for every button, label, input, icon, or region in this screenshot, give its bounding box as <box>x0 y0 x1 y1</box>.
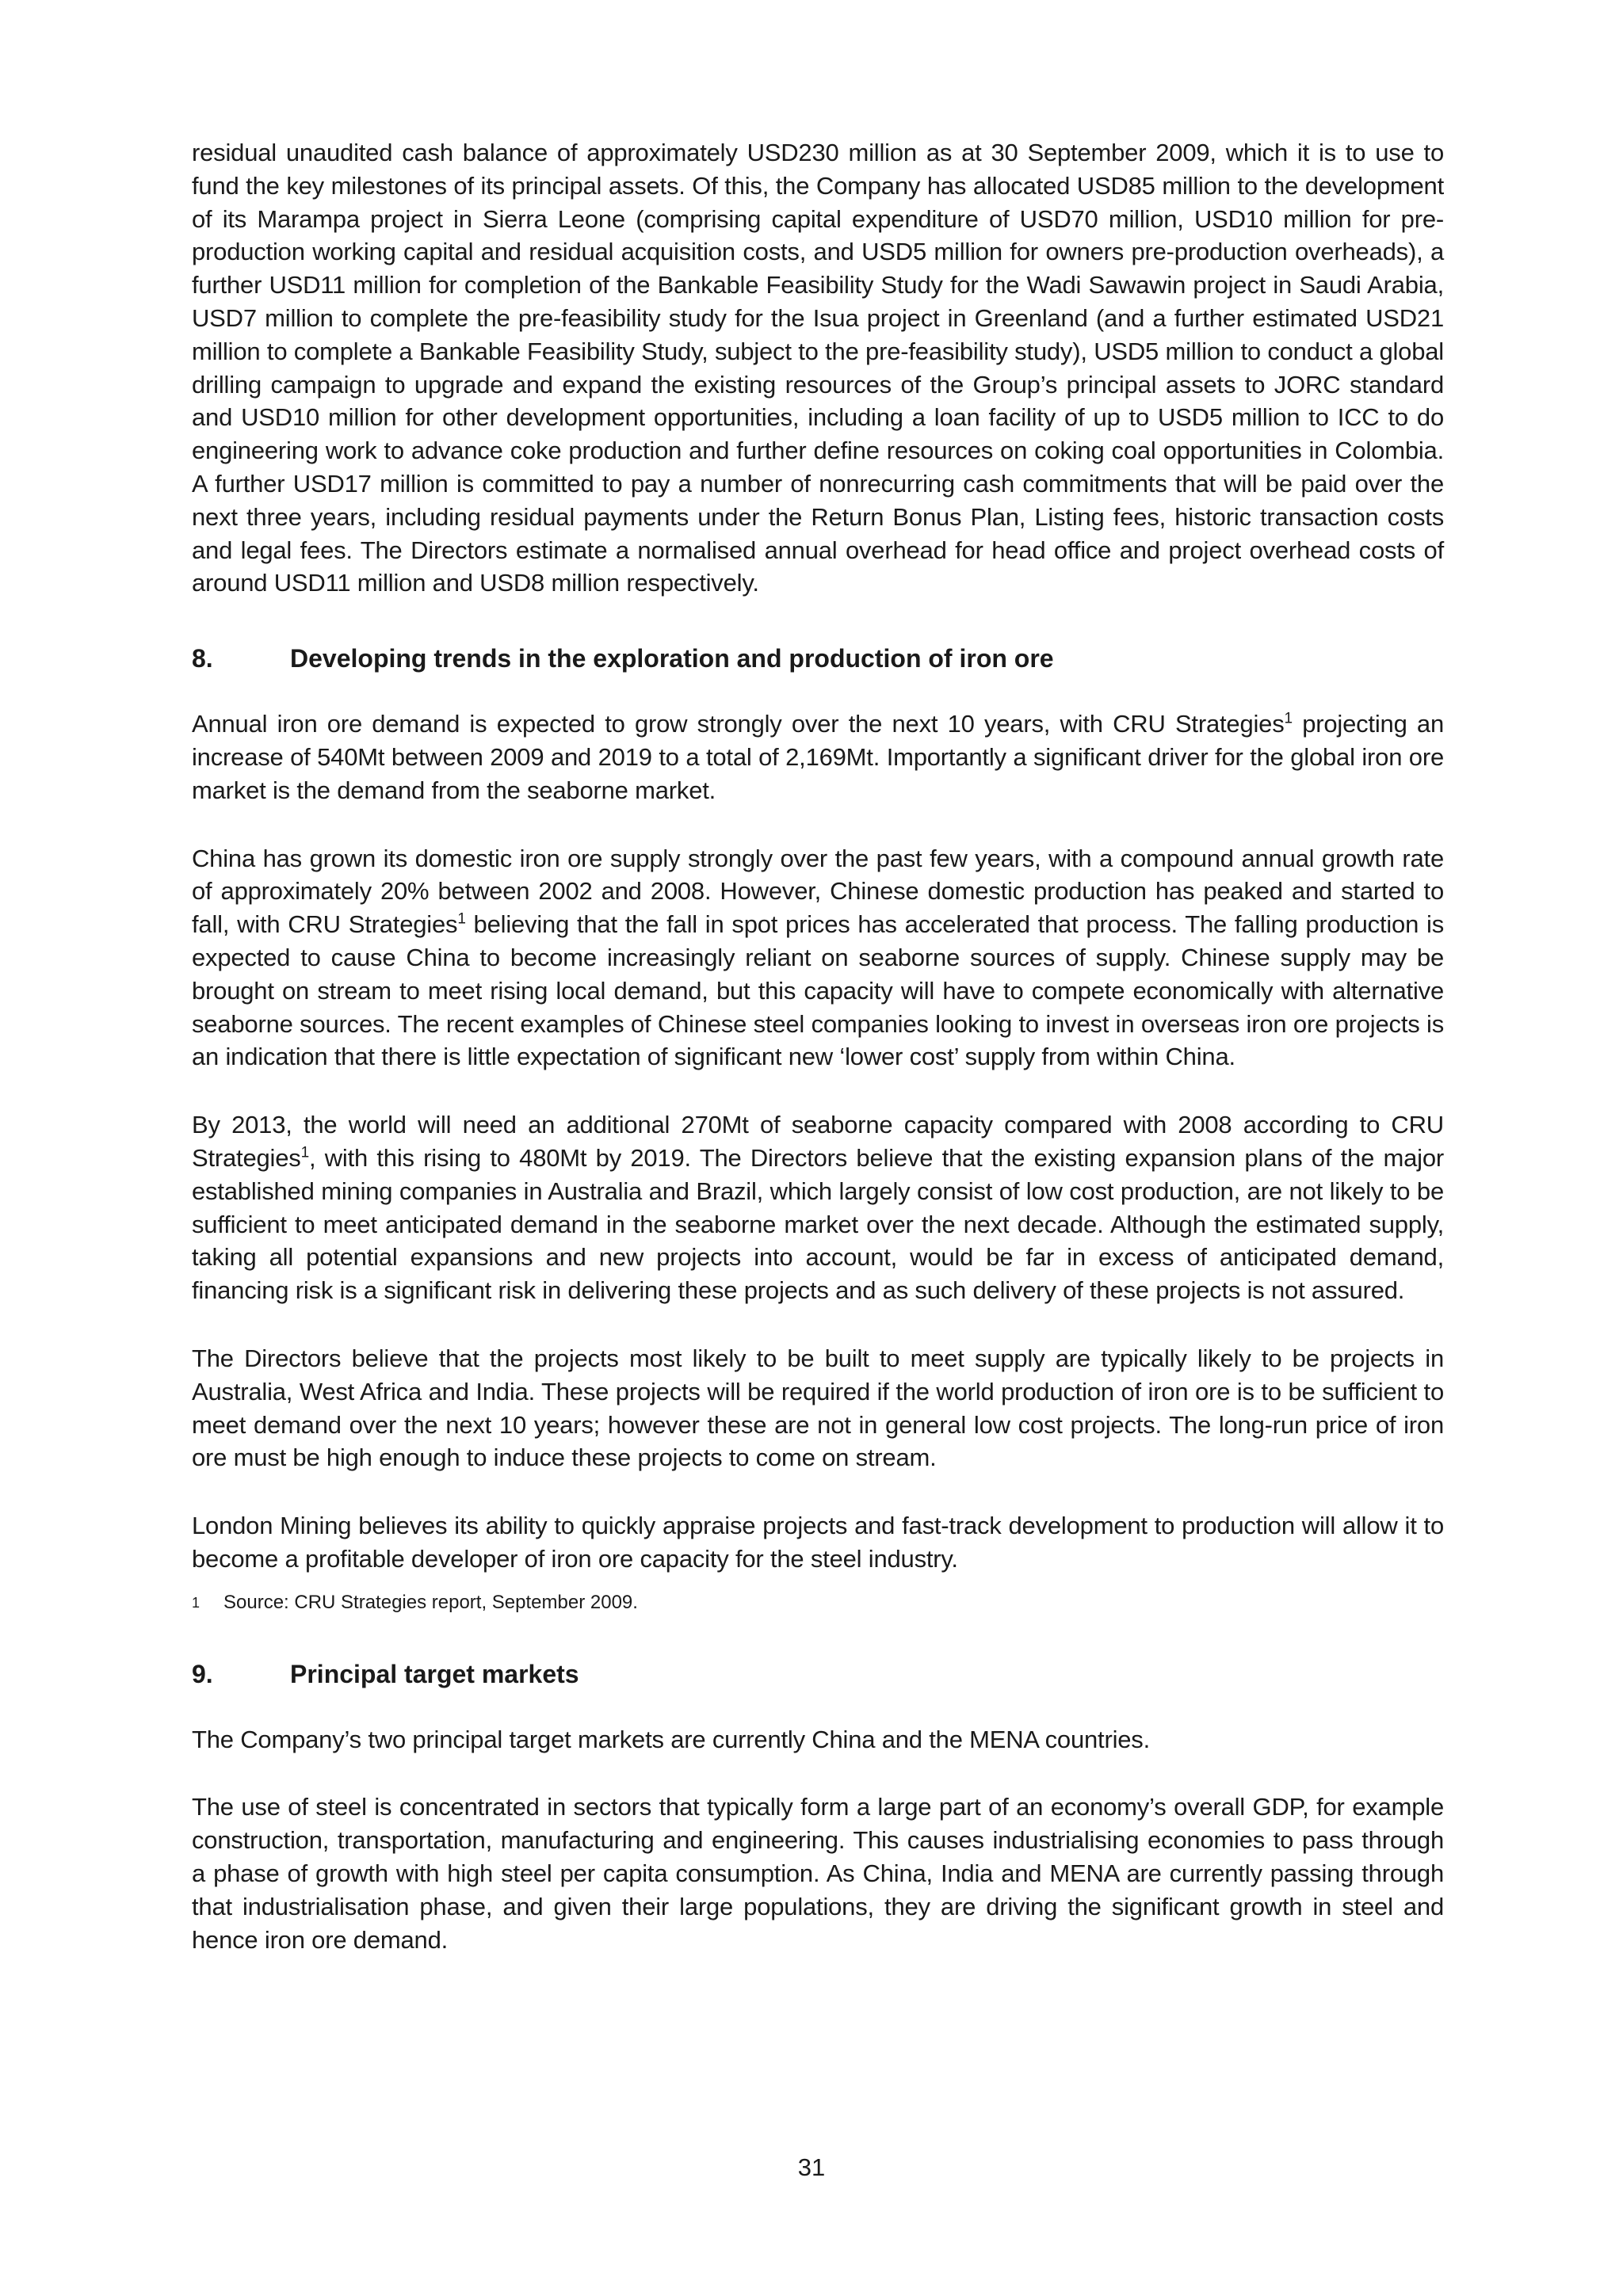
section-8-paragraph-2 <box>192 842 1444 1074</box>
section-8-heading <box>192 643 1444 674</box>
footnote-mark: 1 <box>192 1594 200 1611</box>
section-9-heading <box>192 1658 1444 1690</box>
paragraph-text: , with this rising to 480Mt by 2019. The Directors believe that the existing expansion plans of the major established mining companies in Australia and Brazil, which largely consist of low cost production, are not likely to be sufficient to meet anticipated demand in the seaborne market over the next decade. Although the estimated supply, taking all potential expansions and new projects into account, would be far in excess of anticipated demand, financing risk is a significant risk in delivering these projects and as such delivery of these projects is not assured. <box>192 1143 1444 1305</box>
section-8-paragraph-1 <box>192 707 1444 807</box>
footnote <box>192 1590 1444 1615</box>
paragraph-text: projecting an increase of 540Mt between 2009 and 2019 to a total of 2,169Mt. Importantly a significant driver for the global iron ore market is the demand from the seaborne market. <box>192 710 1444 804</box>
section-9-number: 9. <box>192 1659 213 1688</box>
page-number: 31 <box>797 2153 826 2181</box>
paragraph-text: China has grown its domestic iron ore supply strongly over the past few years, with a compound annual growth rate of approximately 20% between 2002 and 2008. However, Chinese domestic production has peaked and started to fall, with CRU Strategies <box>192 844 1444 939</box>
footnote-ref: 1 <box>300 1144 309 1161</box>
section-9-paragraph-1: The Company’s two principal target markets are currently China and the MENA countries. <box>192 1725 1151 1753</box>
section-8-paragraph-3 <box>192 1108 1444 1307</box>
section-8-paragraph-5: London Mining believes its ability to quickly appraise projects and fast-track development to production will allow it to become a profitable developer of iron ore capacity for the steel industry. <box>192 1512 1444 1573</box>
intro-paragraph: residual unaudited cash balance of approximately USD230 million as at 30 September 2009, which it is to use to fund the key milestones of its principal assets. Of this, the Company has allocated USD85 million to the development of its Marampa project in Sierra Leone (comprising capital expenditure of USD70 million, USD10 million for pre-production working capital and residual acquisition costs, and USD5 million for owners pre-production overheads), a further USD11 million for completion of the Bankable Feasibility Study for the Wadi Sawawin project in Saudi Arabia, USD7 million to complete the pre-feasibility study for the Isua project in Greenland (and a further estimated USD21 million to complete a Bankable Feasibility Study, subject to the pre-feasibility study), USD5 million to conduct a global drilling campaign to upgrade and expand the existing resources of the Group’s principal assets to JORC standard and USD10 million for other development opportunities, including a loan facility of up to USD5 million to ICC to do engineering work to advance coke production and further define resources on coking coal opportunities in Colombia. A further USD17 million is committed to pay a number of nonrecurring cash commitments that will be paid over the next three years, including residual payments under the Return Bonus Plan, Listing fees, historic transaction costs and legal fees. The Directors estimate a normalised annual overhead for head office and project overhead costs of around USD11 million and USD8 million respectively. <box>192 139 1444 597</box>
paragraph-text: By 2013, the world will need an additional 270Mt of seaborne capacity compared with 2008 according to CRU Strategies <box>192 1111 1444 1172</box>
section-9-title: Principal target markets <box>290 1659 579 1688</box>
section-8-title: Developing trends in the exploration and production of iron ore <box>290 644 1054 673</box>
section-9-paragraph-2: The use of steel is concentrated in sectors that typically form a large part of an economy’s overall GDP, for example construction, transportation, manufacturing and engineering. This causes industrialising economies to pass through a phase of growth with high steel per capita consumption. As China, India and MENA are currently passing through that industrialisation phase, and given their large populations, they are driving the significant growth in steel and hence iron ore demand. <box>192 1793 1444 1954</box>
paragraph-text: believing that the fall in spot prices has accelerated that process. The falling production is expected to cause China to become increasingly reliant on seaborne sources of supply. Chinese supply may be brought on stream to meet rising local demand, but this capacity will have to compete economically with alternative seaborne sources. The recent examples of Chinese steel companies looking to invest in overseas iron ore projects is an indication that there is little expectation of significant new ‘lower cost’ supply from within China. <box>192 910 1444 1071</box>
footnote-text: Source: CRU Strategies report, September 2009. <box>223 1591 638 1613</box>
footnote-ref: 1 <box>457 910 466 928</box>
section-8-paragraph-4: The Directors believe that the projects most likely to be built to meet supply are typically likely to be projects in Australia, West Africa and India. These projects will be required if the world production of iron ore is to be sufficient to meet demand over the next 10 years; however these are not in general low cost projects. The long-run price of iron ore must be high enough to induce these projects to come on stream. <box>192 1344 1444 1472</box>
document-page <box>192 136 1444 1956</box>
footnote-ref: 1 <box>1284 710 1293 727</box>
section-8-number: 8. <box>192 644 213 673</box>
paragraph-text: Annual iron ore demand is expected to grow strongly over the next 10 years, with CRU Strategies <box>192 710 1285 738</box>
